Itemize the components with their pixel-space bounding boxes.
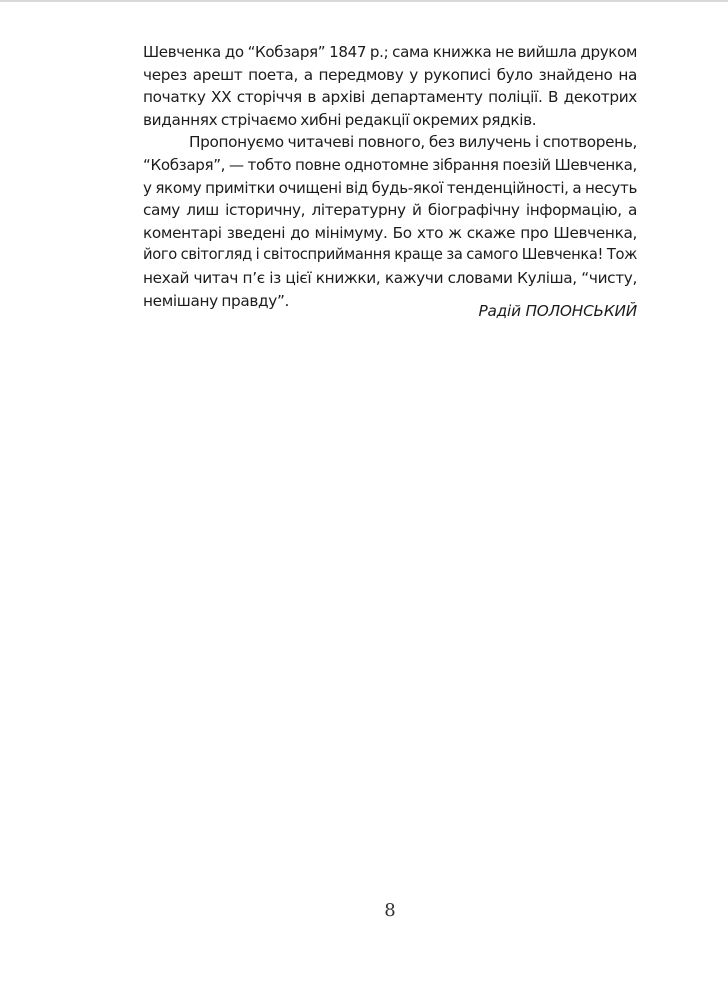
paragraph-2-line-5: коментарі зведені до мінімуму. Бо хто ж скаже про Шевченка, <box>143 223 637 242</box>
paragraph-1 <box>143 41 637 131</box>
page-number: 8 <box>384 900 396 921</box>
body-text <box>143 41 637 312</box>
paragraph-2-line-3: у якому примітки очищені від будь-якої тенденційності, а несуть <box>143 178 637 197</box>
paragraph-1-line-3: початку ХХ сторіччя в архіві департаменту поліції. В декотрих <box>143 88 637 107</box>
paragraph-1-line-2: через арешт поета, а передмову у рукописі було знайдено на <box>143 65 637 84</box>
paragraph-2-line-6: його світогляд і світосприймання краще за самого Шевченка! Тож <box>143 246 637 264</box>
paragraph-2-line-1: Пропонуємо читачеві повного, без вилучень і спотворень, <box>189 133 637 152</box>
paragraph-2-line-4: саму лиш історичну, літературну й біографічну інформацію, а <box>143 201 637 220</box>
author-signature: Радій ПОЛОНСЬКИЙ <box>478 302 637 320</box>
paragraph-2-line-8: немішану правду”. <box>143 291 290 310</box>
paragraph-2 <box>143 131 637 312</box>
paragraph-2-line-7: нехай читач п’є із цієї книжки, кажучи словами Куліша, “чисту, <box>143 268 637 287</box>
paragraph-1-line-4: виданнях стрічаємо хибні редакції окремих рядків. <box>143 110 537 129</box>
paragraph-2-line-2: “Кобзаря”, — тобто повне однотомне зібрання поезій Шевченка, <box>143 155 637 174</box>
paragraph-1-line-1: Шевченка до “Кобзаря” 1847 р.; сама книжка не вийшла друком <box>143 43 637 61</box>
